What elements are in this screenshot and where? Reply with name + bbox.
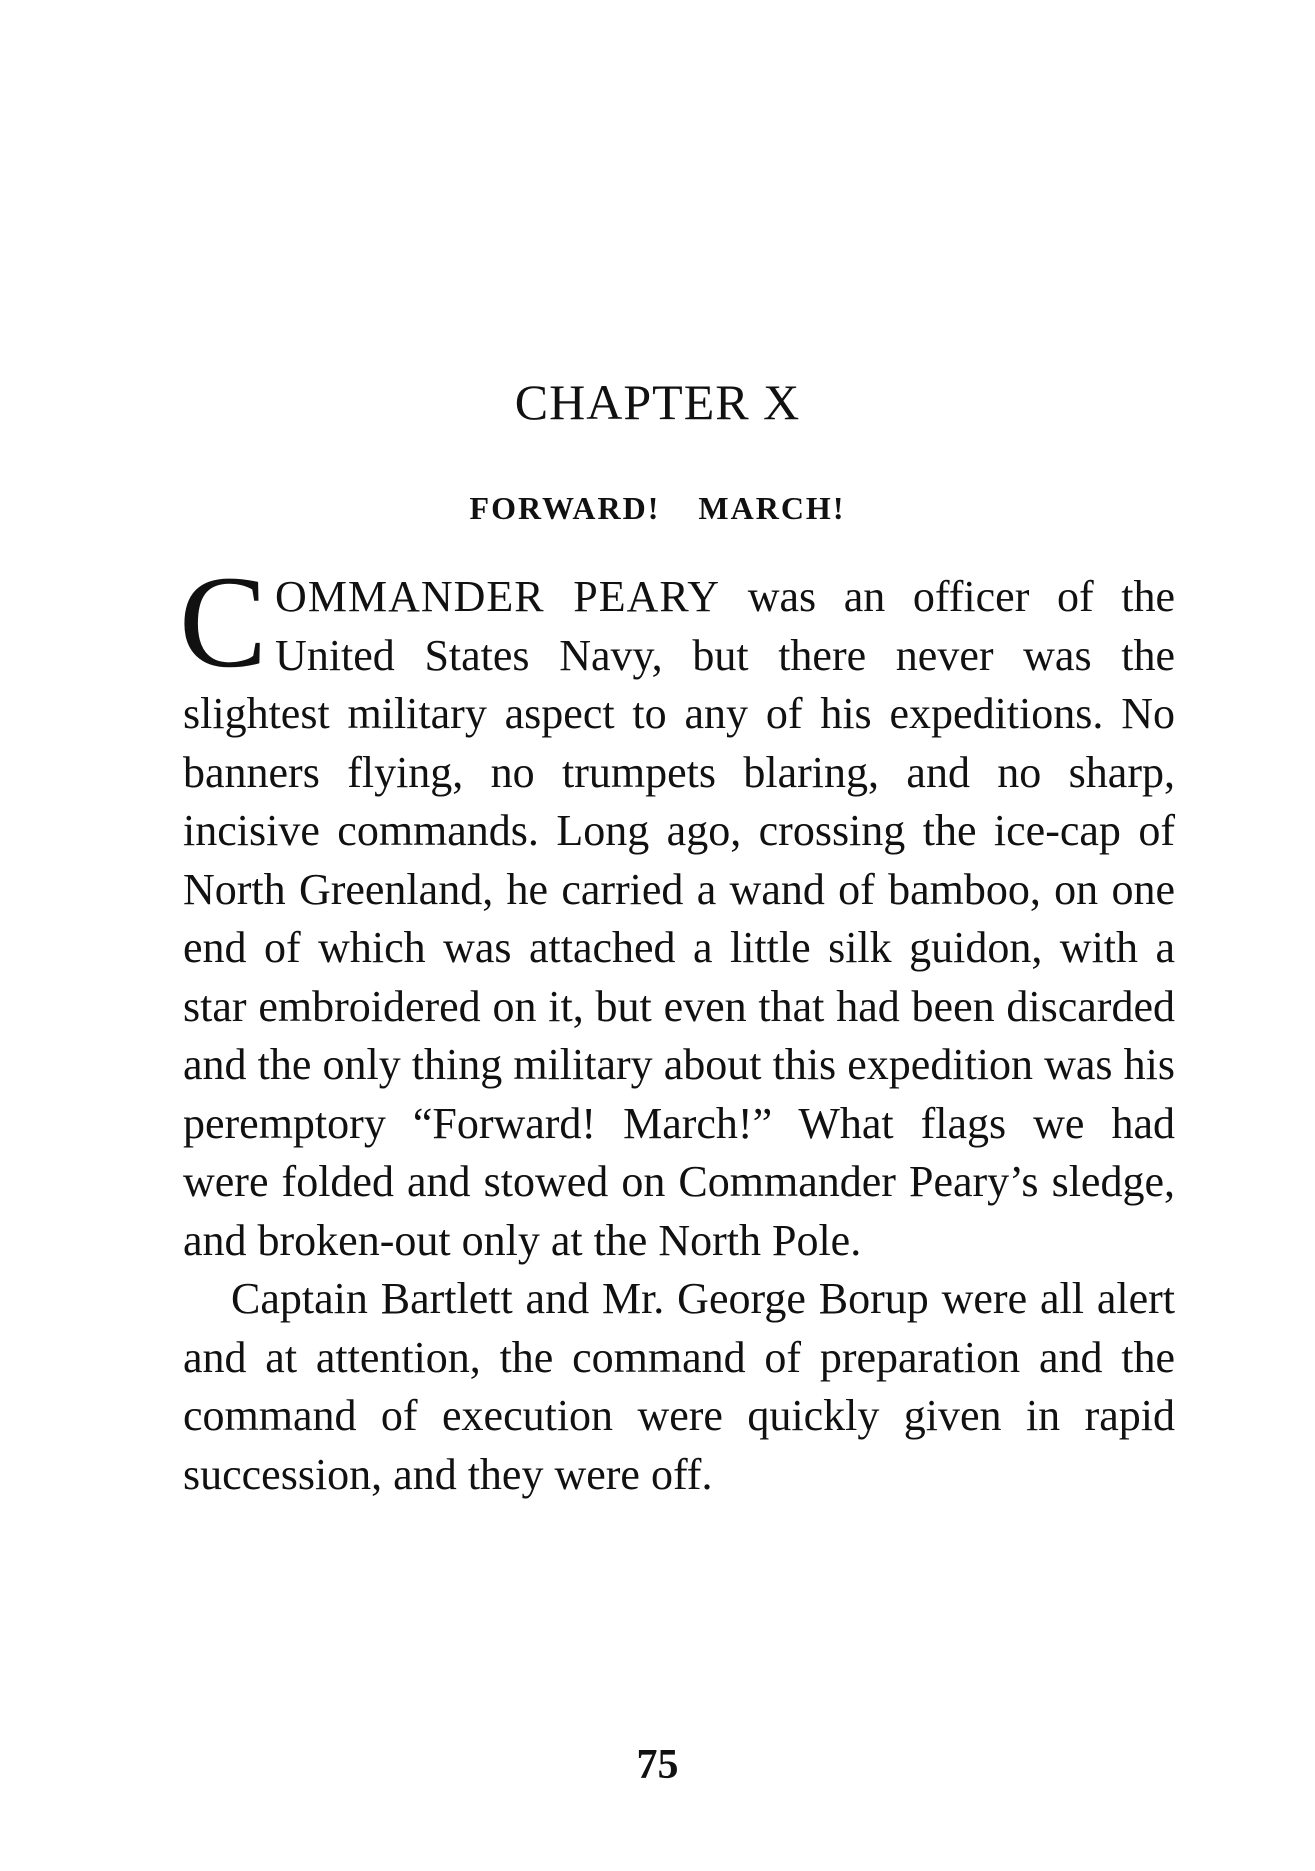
paragraph-2: Captain Bartlett and Mr. George Borup were all alert and at attention, the command of preparation and the command of execution were quickly given in rapid succession, and they were off. — [183, 1274, 1175, 1499]
page-number: 75 — [636, 1742, 679, 1788]
chapter-subtitle — [0, 488, 1315, 528]
drop-cap: C — [179, 548, 268, 695]
chapter-subtitle-part1: FORWARD! — [469, 490, 661, 526]
lead-smallcaps: OMMANDER PEARY — [275, 572, 721, 621]
body-text — [179, 548, 1175, 1504]
paragraph-1-text: was an officer of the United States Navy, but there never was the slightest military aspect to any of his expeditions. No banners flying, no trumpets blaring, and no sharp, incisive commands. Long ago, crossing the ice-cap of North Greenland, he carried a wand of bamboo, on one end of which was attached a little silk guidon, with a star embroidered on it, but even that had been discarded and the only thing military about this expedition was his peremptory “Forward! March!” What flags we had were folded and stowed on Commander Peary’s sledge, and broken-out only at the North Pole. — [183, 572, 1175, 1265]
chapter-title: CHAPTER X — [514, 374, 801, 430]
paragraph-1 — [179, 548, 1175, 1270]
chapter-subtitle-part2: MARCH! — [698, 490, 846, 526]
